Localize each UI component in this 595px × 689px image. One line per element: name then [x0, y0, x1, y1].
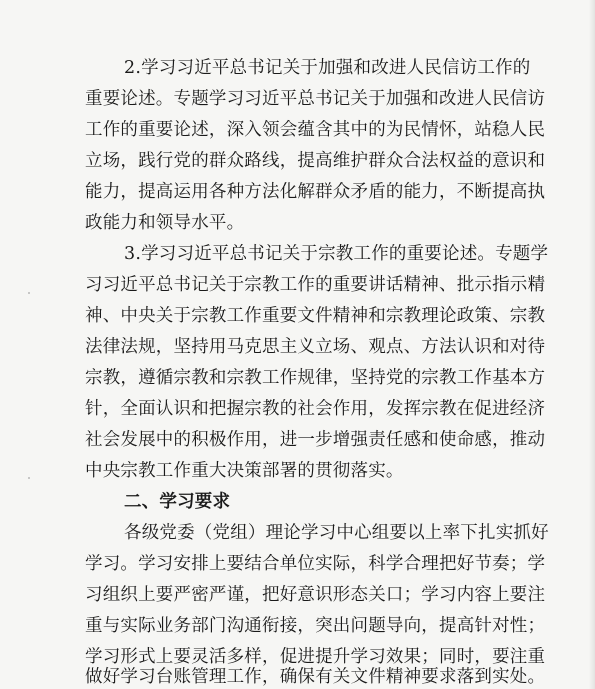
paragraph-2-line-3: 神、中央关于宗教工作重要文件精神和宗教理论政策、宗教 [85, 306, 546, 326]
paragraph-3-line-5: 学习形式上要灵活多样，促进提升学习效果；同时，要注重 [85, 647, 546, 667]
paragraph-1-line-4: 立场，践行党的群众路线，提高维护群众合法权益的意识和 [85, 151, 546, 171]
paragraph-2-line-4: 法律法规，坚持用马克思主义立场、观点、方法认识和对待 [85, 337, 546, 357]
paragraph-2-line-2: 习习近平总书记关于宗教工作的重要讲话精神、批示指示精 [85, 275, 546, 295]
paragraph-1-line-6: 政能力和领导水平。 [85, 213, 245, 233]
paragraph-2-line-6: 针，全面认识和把握宗教的社会作用，发挥宗教在促进经济 [85, 399, 546, 419]
paragraph-2-line-1: 3.学习习近平总书记关于宗教工作的重要论述。专题学 [124, 244, 549, 264]
paragraph-2-line-5: 宗教，遵循宗教和宗教工作规律，坚持党的宗教工作基本方 [85, 368, 546, 388]
paragraph-1-line-5: 能力，提高运用各种方法化解群众矛盾的能力，不断提高执 [85, 182, 546, 202]
paragraph-3-line-3: 习组织上要严密严谨，把好意识形态关口；学习内容上要注 [85, 585, 546, 605]
paragraph-2-line-8: 中央宗教工作重大决策部署的贯彻落实。 [85, 461, 404, 481]
paragraph-1-line-2: 重要论述。专题学习习近平总书记关于加强和改进人民信访 [85, 89, 546, 109]
paragraph-1-line-3: 工作的重要论述，深入领会蕴含其中的为民情怀，站稳人民 [85, 120, 546, 140]
paragraph-3-line-1: 各级党委（党组）理论学习中心组要以上率下扎实抓好 [124, 523, 549, 543]
paragraph-3-line-4: 重与实际业务部门沟通衔接，突出问题导向，提高针对性； [85, 616, 546, 636]
section-heading: 二、学习要求 [124, 492, 231, 512]
paragraph-2-line-7: 社会发展中的积极作用，进一步增强责任感和使命感，推动 [85, 430, 546, 450]
paragraph-3-line-2: 学习。学习安排上要结合单位实际，科学合理把好节奏；学 [85, 554, 546, 574]
paragraph-3-line-6: 做好学习台账管理工作，确保有关文件精神要求落到实处。 [85, 667, 546, 687]
paragraph-1-line-1: 2.学习习近平总书记关于加强和改进人民信访工作的 [124, 58, 531, 78]
